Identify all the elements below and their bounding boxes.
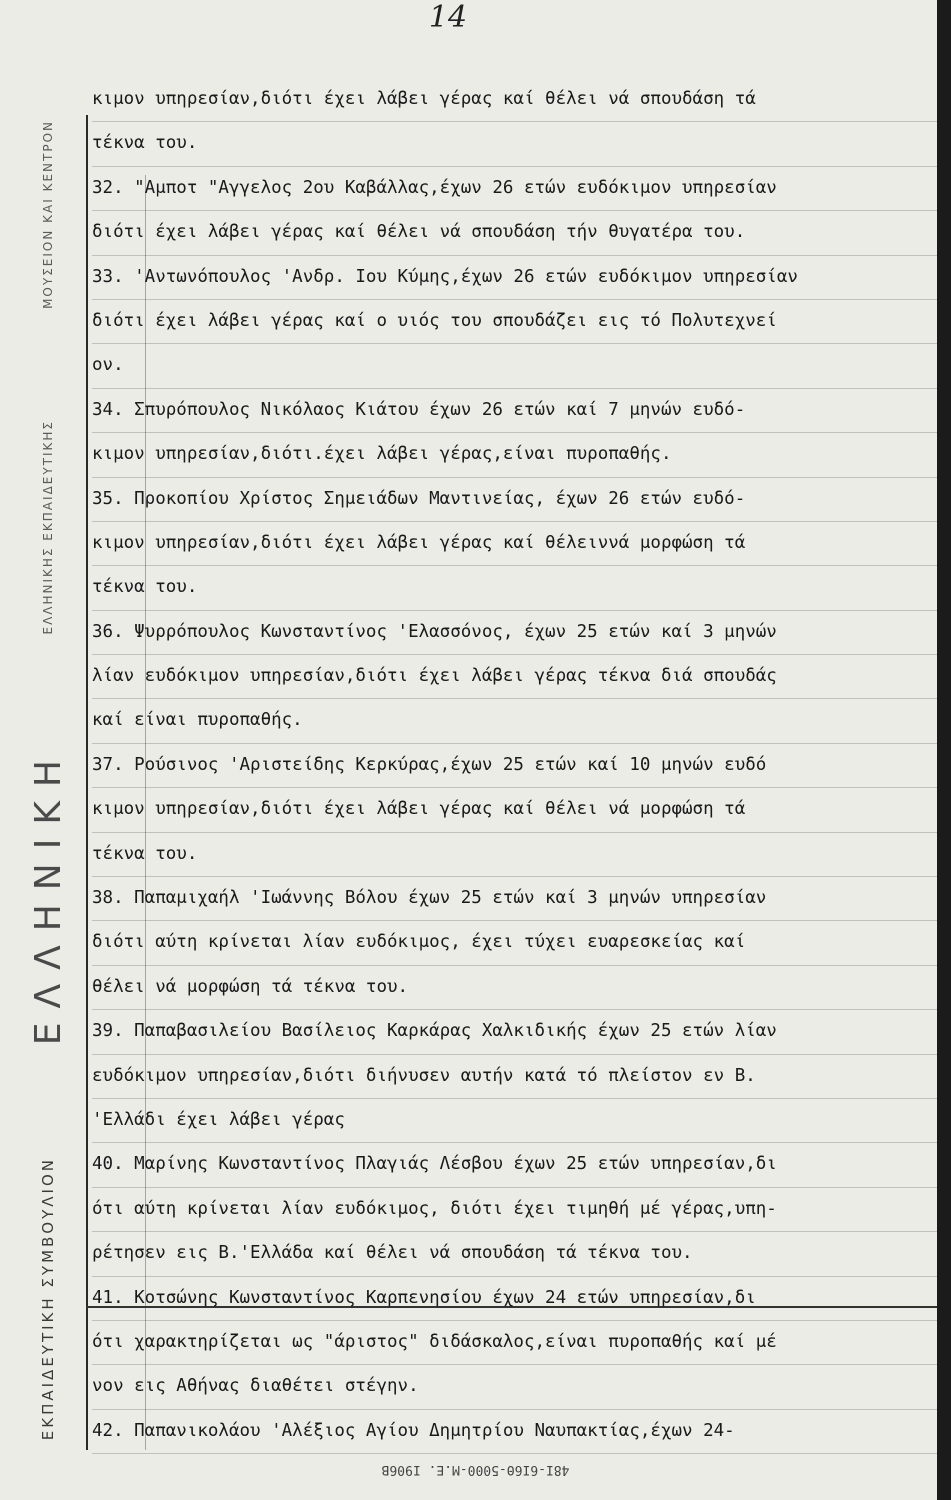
text-line: 42. Παπανικολάου 'Αλέξιος Αγίου Δημητρίου Ναυπακτίας,έχων 24- <box>92 1410 937 1454</box>
text-line: τέκνα του. <box>92 833 937 877</box>
text-line: λίαν ευδόκιμον υπηρεσίαν,διότι έχει λάβει γέρας τέκνα διά σπουδάς <box>92 655 937 699</box>
text-line: νον εις Αθήνας διαθέτει στέγην. <box>92 1365 937 1409</box>
text-line: 39. Παπαβασιλείου Βασίλειος Καρκάρας Χαλκιδικής έχων 25 ετών λίαν <box>92 1010 937 1054</box>
page-number: 14 <box>428 0 468 35</box>
stamp-bottom-line: ΕΚΠΑΙΔΕΥΤΙΚΗ ΣΥΜΒΟΥΛΙΟΝ <box>39 1156 57 1440</box>
text-line: 40. Μαρίνης Κωνσταντίνος Πλαγιάς Λέσβου έχων 25 ετών υπηρεσίαν,δι <box>92 1143 937 1187</box>
text-line: διότι αύτη κρίνεται λίαν ευδόκιμος, έχει τύχει ευαρεσκείας καί <box>92 921 937 965</box>
typed-text-block <box>92 78 937 1454</box>
text-line: 32. "Αμποτ "Αγγελος 2ου Καβάλλας,έχων 26 ετών ευδόκιμον υπηρεσίαν <box>92 167 937 211</box>
stamp-mid-line: ΕΛΛΗΝΙΚΗ <box>27 746 69 1046</box>
stamp-top-line-2: ΕΛΛΗΝΙΚΗΣ ΕΚΠΑΙΔΕΥΤΙΚΗΣ <box>41 420 55 635</box>
text-line: διότι έχει λάβει γέρας καί θέλει νά σπουδάση τήν θυγατέρα του. <box>92 211 937 255</box>
text-line: 'Ελλάδι έχει λάβει γέρας <box>92 1099 937 1143</box>
text-line: 34. Σπυρόπουλος Νικόλαος Κιάτου έχων 26 ετών καί 7 μηνών ευδό- <box>92 389 937 433</box>
text-line: ότι αύτη κρίνεται λίαν ευδόκιμος, διότι έχει τιμηθή μέ γέρας,υπη- <box>92 1188 937 1232</box>
footer-print-code: 48Ι-6Ι6Θ-5000-Μ.Ε. Ι906Β <box>381 1462 570 1477</box>
stamp-top-line-1: ΜΟΥΣΕΙΟΝ ΚΑΙ ΚΕΝΤΡΟΝ <box>41 120 55 309</box>
scan-dark-edge <box>937 0 951 1500</box>
text-line: 35. Προκοπίου Χρίστος Σημειάδων Μαντινείας, έχων 26 ετών ευδό- <box>92 478 937 522</box>
text-line: ρέτησεν εις Β.'Ελλάδα καί θέλει νά σπουδάση τά τέκνα του. <box>92 1232 937 1276</box>
text-line: κιμον υπηρεσίαν,διότι έχει λάβει γέρας καί θέλει νά σπουδάση τά <box>92 78 937 122</box>
text-line: κιμον υπηρεσίαν,διότι.έχει λάβει γέρας,είναι πυροπαθής. <box>92 433 937 477</box>
text-line: 41. Κοτσώνης Κωνσταντίνος Καρπενησίου έχων 24 ετών υπηρεσίαν,δι <box>92 1277 937 1321</box>
text-line: ότι χαρακτηρίζεται ως "άριστος" διδάσκαλος,είναι πυροπαθής καί μέ <box>92 1321 937 1365</box>
text-line: 33. 'Αντωνόπουλος 'Ανδρ. Ιου Κύμης,έχων 26 ετών ευδόκιμον υπηρεσίαν <box>92 256 937 300</box>
margin-rule <box>86 115 88 1450</box>
text-line: κιμον υπηρεσίαν,διότι έχει λάβει γέρας καί θέλει νά μορφώση τά <box>92 788 937 832</box>
text-line: 38. Παπαμιχαήλ 'Ιωάννης Βόλου έχων 25 ετών καί 3 μηνών υπηρεσίαν <box>92 877 937 921</box>
text-line: διότι έχει λάβει γέρας καί ο υιός του σπουδάζει εις τό Πολυτεχνεί <box>92 300 937 344</box>
text-line: ευδόκιμον υπηρεσίαν,διότι διήνυσεν αυτήν κατά τό πλείστον εν Β. <box>92 1055 937 1099</box>
text-line: θέλει νά μορφώση τά τέκνα του. <box>92 966 937 1010</box>
text-line: τέκνα του. <box>92 122 937 166</box>
text-line: 37. Ρούσινος 'Αριστείδης Κερκύρας,έχων 25 ετών καί 10 μηνών ευδό <box>92 744 937 788</box>
text-line: τέκνα του. <box>92 566 937 610</box>
margin-stamp <box>16 120 80 1440</box>
text-line: ον. <box>92 344 937 388</box>
text-line: κιμον υπηρεσίαν,διότι έχει λάβει γέρας καί θέλειννά μορφώση τά <box>92 522 937 566</box>
text-line: καί είναι πυροπαθής. <box>92 699 937 743</box>
text-line: 36. Ψυρρόπουλος Κωνσταντίνος 'Ελασσόνος, έχων 25 ετών καί 3 μηνών <box>92 611 937 655</box>
